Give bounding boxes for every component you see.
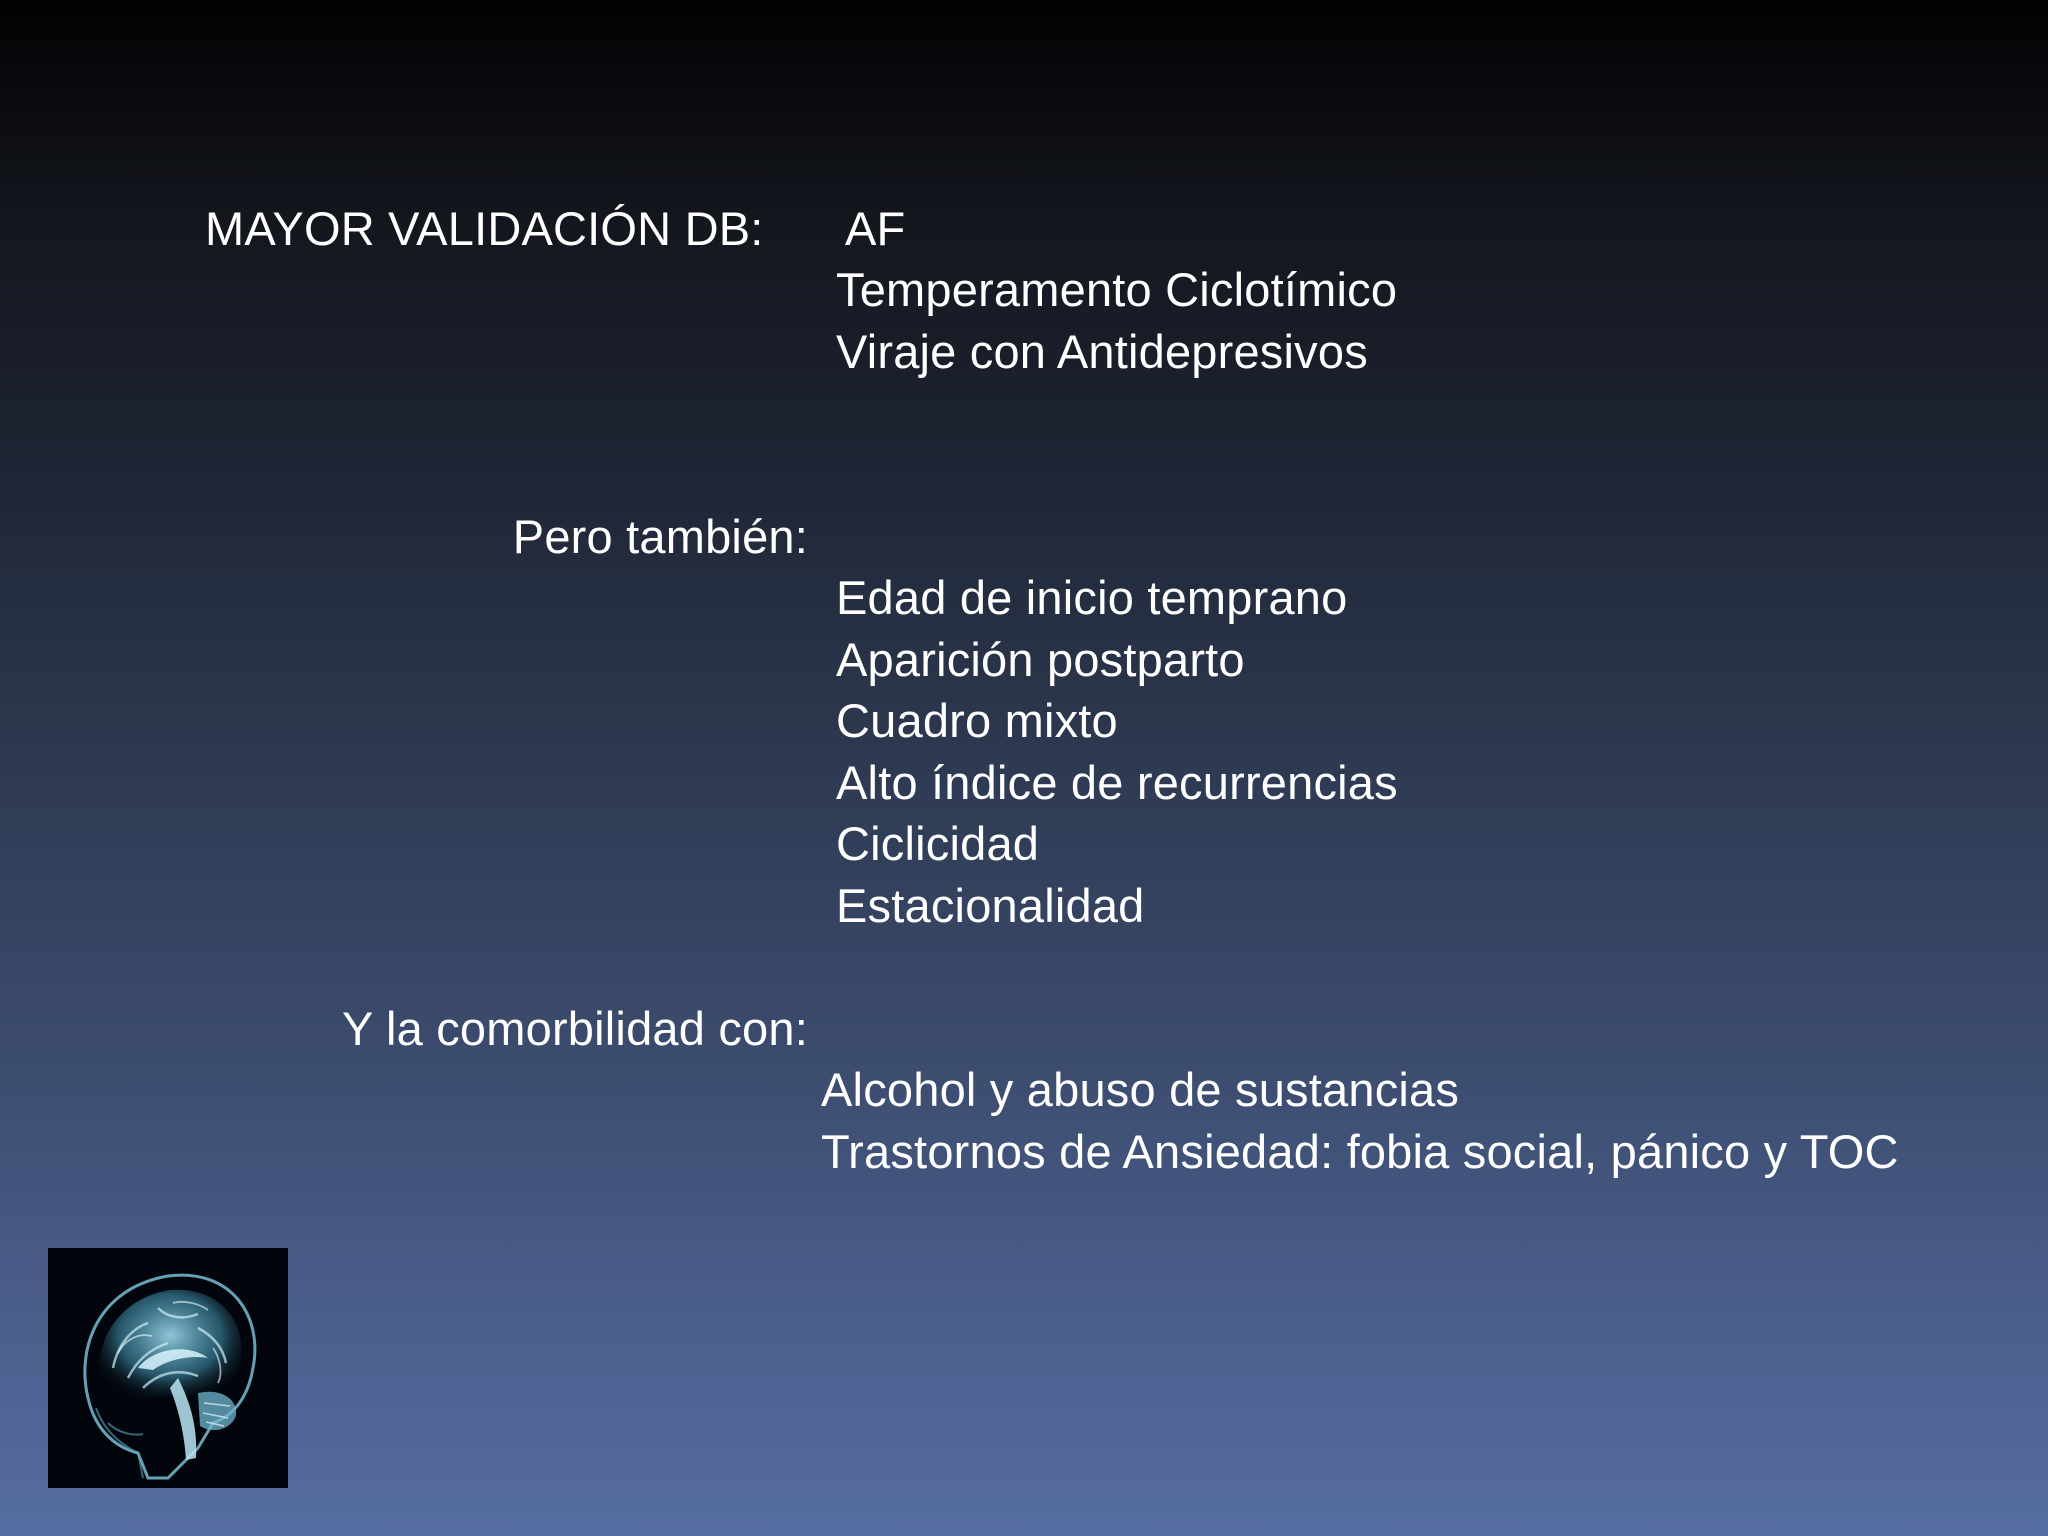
also-item: Estacionalidad: [836, 879, 1145, 932]
also-label: Pero también:: [512, 510, 808, 563]
comorbidity-label: Y la comorbilidad con:: [342, 1002, 808, 1055]
also-item: Cuadro mixto: [836, 694, 1118, 747]
also-item: Ciclicidad: [836, 817, 1040, 870]
brain-mri-icon: [48, 1248, 288, 1488]
validation-item: Viraje con Antidepresivos: [836, 325, 1368, 378]
validation-item: Temperamento Ciclotímico: [836, 263, 1398, 316]
comorbidity-item: Trastornos de Ansiedad: fobia social, pánico y TOC: [821, 1125, 1899, 1178]
also-item: Aparición postparto: [836, 633, 1245, 686]
also-item: Edad de inicio temprano: [836, 571, 1348, 624]
also-item: Alto índice de recurrencias: [836, 756, 1398, 809]
heading-label: MAYOR VALIDACIÓN DB:: [205, 202, 764, 255]
comorbidity-item: Alcohol y abuso de sustancias: [821, 1063, 1460, 1116]
heading-first-item: AF: [845, 202, 906, 255]
